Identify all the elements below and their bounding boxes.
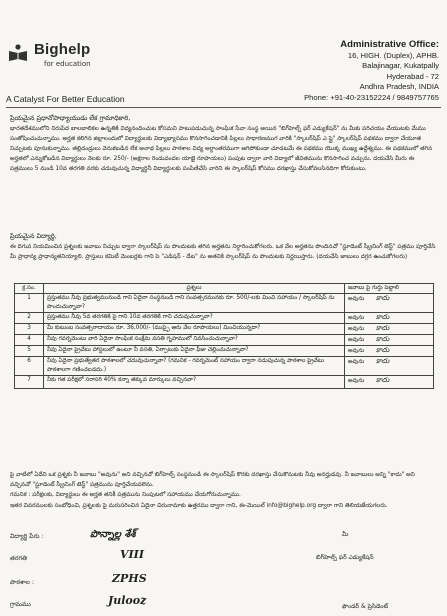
- brand-name: Bighelp: [34, 41, 91, 58]
- row-number: 2: [15, 313, 44, 324]
- table-row: [15, 357, 434, 376]
- office-line: Hyderabad - 72: [386, 71, 439, 81]
- answer-no[interactable]: కాదు: [375, 313, 390, 321]
- answer-cell: [345, 294, 434, 313]
- answer-no[interactable]: కాదు: [375, 335, 390, 343]
- col-answer: జవాబు పై గుర్తు పెట్టాలి: [345, 284, 434, 294]
- question-text: ప్రస్తుతము నీవు 5వ తరగతికి పై గాని 10వ తరగతికి గాని చదువుచున్నావా?: [44, 313, 345, 324]
- row-number: 3: [15, 324, 44, 335]
- tagline: A Catalyst For Better Education: [6, 94, 125, 104]
- bighelp-logo-icon: [8, 44, 28, 62]
- class-value[interactable]: VIII: [120, 548, 144, 561]
- school-value[interactable]: ZPHS: [112, 572, 147, 585]
- sign-yours: మీ: [342, 531, 349, 538]
- row-number: 5: [15, 346, 44, 357]
- answer-cell: [345, 357, 434, 376]
- office-line: 16, HIGH. (Duplex), APHB.: [347, 50, 439, 60]
- answer-cell: [345, 324, 434, 335]
- row-number: 1: [15, 294, 44, 313]
- question-text: నీకు గత పరీక్షలో సరాసరి 40% కన్నా తక్కువ మార్కులు వచ్చినవా?: [44, 376, 345, 389]
- eligibility-paragraph: పై వాటిలో ఏదేని ఒక ప్రశ్నకు నీ జవాబు "అవును" అని వచ్చినచో బిగ్‌హెల్ప్ సంస్థనుండి ఈ స్కాలర్‌షిప్ కొరకు దరఖాస్తు చేసుకొనుటకు నీవు అనర్హుడవు. నీ జవాబులు అన్ని "కాదు" అని వచ్చినచో "స్టూడెంట్ స్క్రీనింగ్ టెస్ట్" పత్రమును పూర్తిచేయవలెను.: [10, 472, 415, 488]
- table-row: [15, 376, 434, 389]
- row-number: 4: [15, 335, 44, 346]
- answer-yes[interactable]: అవును: [348, 337, 365, 343]
- salutation-headmaster: ప్రియమైన ప్రధానోపాధ్యాయుడు లేక గ్రామాధికారి,: [10, 114, 131, 122]
- office-title: Administrative Office:: [340, 39, 439, 50]
- sign-organization: బిగ్‌హెల్ప్ ఫర్ ఎడ్యుకేషన్: [316, 554, 374, 561]
- office-phone: Phone: +91-40-23152224 / 9849757765: [304, 92, 439, 102]
- student-name-label: విద్యార్థి పేరు :: [10, 533, 44, 540]
- contact-paragraph: ఇతర వివరములకు సంబోధించి, ప్రశ్నలకు పై మరుసరించిన ఏదైనా చిరునామాకు ఉత్తరము ద్వారా గాని, ఈ-మెయిల్ info@bighelp.org ద్వారా గాని తెలియజేయగలరు.: [10, 503, 388, 509]
- col-questions: ప్రశ్నలు: [44, 284, 345, 294]
- table-row: [15, 346, 434, 357]
- answer-no[interactable]: కాదు: [375, 346, 390, 354]
- table-row: [15, 313, 434, 324]
- answer-no[interactable]: కాదు: [375, 324, 390, 332]
- table-row: [15, 335, 434, 346]
- table-row: [15, 294, 434, 313]
- answer-yes[interactable]: అవును: [348, 378, 365, 384]
- answer-yes[interactable]: అవును: [348, 296, 365, 302]
- question-text: నీవు గవర్నమెంటు వారి ఏదైనా సాంఘిక సంక్షేమ వసతి గృహములో నివసించుచున్నావా?: [44, 335, 345, 346]
- salutation-student: ప్రియమైన విద్యార్థి,: [10, 232, 57, 240]
- row-number: 7: [15, 376, 44, 389]
- village-value[interactable]: Julooz: [108, 594, 147, 607]
- intro-paragraph: భారతదేశములోని నిరుపేద బాలబాలికల ఉన్నతికి విద్యనందించుట కోసమని పాటుపడుచున్న సాంఘిక సేవా సంస్థ అయిన "బిగ్‌హెల్ప్ ఫర్ ఎడ్యుకేషన్" ను మీకు పరిచయం చేయుటకు మేము సంతోషించుచున్నాము. అర్హత కలిగిన జిల్లాలందులో విద్యార్థులకు విద్యాభ్యాసము కొనసాగించడానికి పిల్లలు సాధారణముగ వారికి "స్కాలర్‌షిప్ ఎ ప్లై" స్కాలర్‌షిప్ పథకము ద్వారా చేయూత నిచ్చుటకు పూనుకున్నాము. తల్లిదండ్రులు వెనుకబడిన లేక అనాథ పిల్లలు పాఠశాల విద్య అర్ధాంతరముగా ఆగిపోకుండా చూడటమే ఈ పథకము యొక్క ముఖ్య ఉద్దేశ్యము. ఈ పథకములో తగిన అర్హతలో ఎన్నుకోబడిన విద్యార్థులు నెలకు రూ. 250/- (అక్షరాల రెండువందల యాభై రూపాయలు) పంపుట ద్వారా వారి విద్యాలో జీవితమును కొనసాగించ వచ్చును. దయచేసి మీరు ఈ పత్రములు 5 నుండి 10వ తరగతి వరకు చదువుచున్న విద్యార్థినీ విద్యార్థులకు పంపిణిచేసి వారిని ఈ స్కాలర్‌షిప్ కోసము దరఖాస్తు చేసుకోవలసినదిగా కోరుకుంటు.: [10, 126, 433, 172]
- answer-yes[interactable]: అవును: [348, 348, 365, 354]
- answer-yes[interactable]: అవును: [348, 326, 365, 332]
- table-header-row: [15, 284, 434, 294]
- question-text: నీవు ఏదైనా ప్రభుత్వేతర పాఠశాలలో చదువుచున్నావా? (గమనిక - గవర్నమెంట్ సహాయం ద్వారా నడుపుచున్న పాఠశాల ప్రైవేటు పాఠశాలగా గణించబడదు.): [44, 357, 345, 376]
- question-text: మీ కుటుంబ సంవత్సరాదాయం రూ. 36,000/- (ముప్ఫై ఆరు వేల రూపాయలు) మించియున్నదా?: [44, 324, 345, 335]
- question-text: ప్రస్తుతము నీవు ప్రభుత్వమునుండి గాని ఏదైనా సంస్థనుండి గాని సంవత్సరమునకు రూ. 500/-లకు మించి సహాయం / స్కాలర్‌షిప్ ను పొందుచున్నావా?: [44, 294, 345, 313]
- brand-subtitle: for education: [44, 60, 91, 68]
- answer-yes[interactable]: అవును: [348, 359, 365, 365]
- village-label: గ్రామము: [10, 601, 31, 608]
- answer-yes[interactable]: అవును: [348, 315, 365, 321]
- answer-no[interactable]: కాదు: [375, 376, 390, 384]
- eligibility-table: [14, 283, 434, 389]
- question-text: నీవు ఏదైనా ప్రైవేటు హాస్టలులో ఉంటూ నీ వసతి, ఏర్పాటుకు ఏదైనా ఫీజు చెల్లించుచున్నావా?: [44, 346, 345, 357]
- instructions-paragraph: ఈ దిగువ నియమించిన ప్రశ్నలకు జవాబు నిచ్చుట ద్వారా స్కాలర్‌షిప్ ను పొందుటకు తగిన అర్హతను నిర్ధారించుకోగలరు. ఒక వేల అర్హతను పొందినచో "స్టూడెంట్ స్క్రీనింగ్ టెస్ట్" పత్రము పూర్తిచేసి మీ ప్రాధాన్య ప్రాధాన్యతనియ్యాలి. ప్రాస్తులు కమిటీ మెంబర్లకు గాని పె "ఎడిషన్ - డేట" ను అతనికి స్కాలర్‌షిప్ ను పొందుటకు నిర్ణయిస్తారు. (దయచేసి జాబులు దగ్గర ఉంచుకోగలరు): [10, 244, 436, 260]
- student-name-value[interactable]: పొన్నాల్ల శేశ్: [90, 529, 136, 540]
- office-line: Andhra Pradesh, INDIA: [359, 82, 439, 92]
- class-label: తరగతి: [10, 555, 27, 562]
- office-address: [229, 40, 439, 104]
- answer-no[interactable]: కాదు: [375, 294, 390, 302]
- office-line: Balajinagar, Kukatpally: [362, 61, 439, 71]
- answer-cell: [345, 313, 434, 324]
- col-serial: క్ర.సం.: [15, 284, 44, 294]
- table-row: [15, 324, 434, 335]
- header-divider: [6, 107, 441, 108]
- answer-cell: [345, 335, 434, 346]
- answer-no[interactable]: కాదు: [375, 357, 390, 365]
- sign-title: ఫౌండర్ & ప్రెసిడెంట్: [342, 603, 389, 610]
- answer-cell: [345, 346, 434, 357]
- answer-cell: [345, 376, 434, 389]
- note-line: గమనిక : పరీక్షలకు, విద్యార్థులు ఈ అర్హత తనికీ పత్రమును నింపుటలో సహాయము చేయగోరుచున్నాము.: [10, 492, 241, 498]
- school-label: పాఠశాల :: [10, 579, 34, 586]
- row-number: 6: [15, 357, 44, 376]
